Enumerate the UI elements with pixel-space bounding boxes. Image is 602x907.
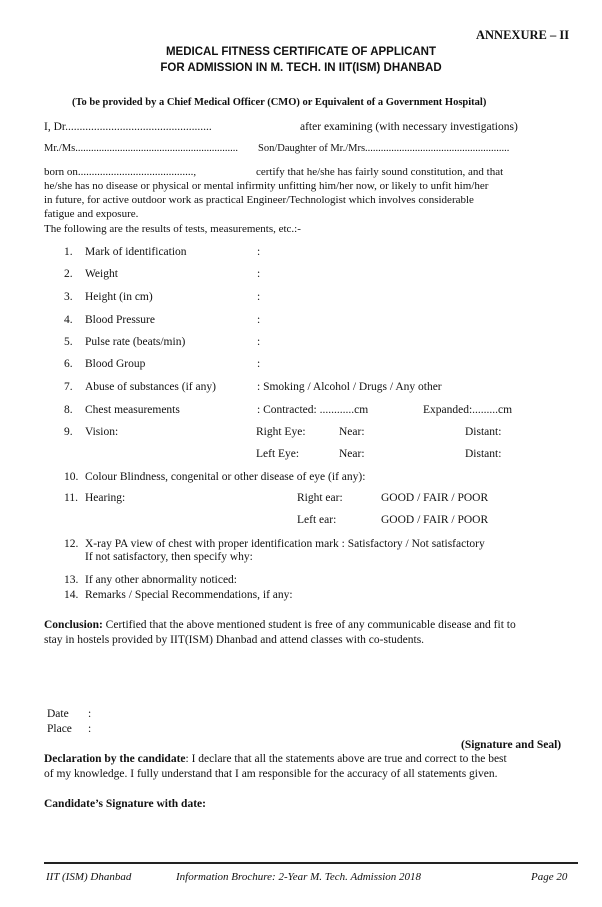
footer-brochure: Information Brochure: 2-Year M. Tech. Admission 2018 bbox=[176, 871, 422, 883]
item-value: : bbox=[257, 246, 261, 258]
declaration-line-1 bbox=[44, 753, 507, 765]
intro-doctor-field: I, Dr................................................... bbox=[44, 121, 212, 133]
intro-results-heading: The following are the results of tests, measurements, etc.:- bbox=[44, 223, 301, 235]
item-number: 4. bbox=[64, 314, 73, 326]
declaration-label: Declaration by the candidate bbox=[44, 753, 186, 765]
footer-institute: IIT (ISM) Dhanbad bbox=[46, 871, 132, 883]
place-label: Place bbox=[47, 723, 72, 735]
conclusion-label: Conclusion: bbox=[44, 619, 103, 631]
item-value-chest-contracted: : Contracted: ............cm bbox=[257, 404, 369, 416]
vision-near: Near: bbox=[339, 426, 365, 438]
item-xray-sub: If not satisfactory, then specify why: bbox=[85, 551, 253, 563]
item-number: 5. bbox=[64, 336, 73, 348]
intro-candidate-name-field: Mr./Ms.............................................................. bbox=[44, 143, 238, 154]
page-subtitle: (To be provided by a Chief Medical Officer (CMO) or Equivalent of a Government Hospital) bbox=[72, 97, 487, 108]
item-label-pulse-rate: Pulse rate (beats/min) bbox=[85, 336, 186, 348]
candidate-signature-label: Candidate’s Signature with date: bbox=[44, 798, 206, 810]
item-value: : bbox=[257, 336, 261, 348]
item-number: 9. bbox=[64, 426, 73, 438]
item-number: 8. bbox=[64, 404, 73, 416]
vision-near: Near: bbox=[339, 448, 365, 460]
item-label-substance-abuse: Abuse of substances (if any) bbox=[85, 381, 216, 393]
item-label-chest: Chest measurements bbox=[85, 404, 180, 416]
declaration-text: : I declare that all the statements above are true and correct to the best bbox=[185, 753, 507, 765]
conclusion-line-1 bbox=[44, 619, 516, 631]
vision-distant: Distant: bbox=[465, 426, 502, 438]
intro-parent-name-field: Son/Daughter of Mr./Mrs....................................................... bbox=[258, 143, 510, 154]
item-label-blood-pressure: Blood Pressure bbox=[85, 314, 155, 326]
hearing-left-ear: Left ear: bbox=[297, 514, 337, 526]
intro-examining-text: after examining (with necessary investigations) bbox=[300, 121, 518, 133]
item-number: 10. bbox=[64, 471, 79, 483]
date-label: Date bbox=[47, 708, 69, 720]
item-label-colour-blindness: Colour Blindness, congenital or other disease of eye (if any): bbox=[85, 471, 366, 483]
item-value-chest-expanded: Expanded:.........cm bbox=[423, 404, 513, 416]
item-label-remarks: Remarks / Special Recommendations, if any: bbox=[85, 589, 293, 601]
vision-distant: Distant: bbox=[465, 448, 502, 460]
conclusion-line-2: stay in hostels provided by IIT(ISM) Dhanbad and attend classes with co-students. bbox=[44, 634, 425, 646]
item-label-identification: Mark of identification bbox=[85, 246, 187, 258]
item-value: : bbox=[257, 268, 261, 280]
intro-certify-text: certify that he/she has fairly sound constitution, and that bbox=[256, 166, 504, 178]
annexure-label: ANNEXURE – II bbox=[476, 28, 570, 42]
item-label-blood-group: Blood Group bbox=[85, 358, 146, 370]
vision-right-eye: Right Eye: bbox=[256, 426, 306, 438]
place-colon: : bbox=[88, 723, 92, 735]
item-value: : bbox=[257, 358, 261, 370]
item-number: 7. bbox=[64, 381, 73, 393]
intro-text-line: he/she has no disease or physical or mental infirmity unfitting him/her now, or likely to unfit him/her bbox=[44, 180, 489, 192]
hearing-options: GOOD / FAIR / POOR bbox=[381, 492, 489, 504]
item-value-substance-options: : Smoking / Alcohol / Drugs / Any other bbox=[257, 381, 442, 393]
item-label-xray: X-ray PA view of chest with proper identification mark : Satisfactory / Not satisfactory bbox=[85, 538, 485, 550]
item-label-hearing: Hearing: bbox=[85, 492, 126, 504]
hearing-right-ear: Right ear: bbox=[297, 492, 343, 504]
item-number: 1. bbox=[64, 246, 73, 258]
item-label-abnormality: If any other abnormality noticed: bbox=[85, 574, 238, 586]
item-label-vision: Vision: bbox=[85, 426, 119, 438]
item-value: : bbox=[257, 291, 261, 303]
conclusion-text: Certified that the above mentioned student is free of any communicable disease and fit to bbox=[105, 619, 516, 631]
item-label-weight: Weight bbox=[85, 268, 118, 280]
intro-born-on-field: born on.........................................., bbox=[44, 166, 197, 178]
page-title-line-2: FOR ADMISSION IN M. TECH. IN IIT(ISM) DHANBAD bbox=[160, 62, 442, 74]
item-number: 13. bbox=[64, 574, 79, 586]
signature-seal-label: (Signature and Seal) bbox=[461, 739, 562, 751]
date-colon: : bbox=[88, 708, 92, 720]
intro-text-line: fatigue and exposure. bbox=[44, 208, 139, 220]
item-number: 2. bbox=[64, 268, 73, 280]
item-number: 12. bbox=[64, 538, 79, 550]
item-label-height: Height (in cm) bbox=[85, 291, 153, 303]
footer-divider bbox=[44, 862, 578, 864]
page-title-line-1: MEDICAL FITNESS CERTIFICATE OF APPLICANT bbox=[165, 46, 437, 58]
item-number: 11. bbox=[64, 492, 78, 504]
item-number: 14. bbox=[64, 589, 79, 601]
hearing-options: GOOD / FAIR / POOR bbox=[381, 514, 489, 526]
item-number: 6. bbox=[64, 358, 73, 370]
vision-left-eye: Left Eye: bbox=[256, 448, 300, 460]
footer-page-number: Page 20 bbox=[531, 871, 568, 883]
item-number: 3. bbox=[64, 291, 73, 303]
declaration-line-2: of my knowledge. I fully understand that I am responsible for the accuracy of all statements given. bbox=[44, 768, 498, 780]
intro-text-line: in future, for active outdoor work as practical Engineer/Technologist which involves considerable bbox=[44, 194, 474, 206]
item-value: : bbox=[257, 314, 261, 326]
